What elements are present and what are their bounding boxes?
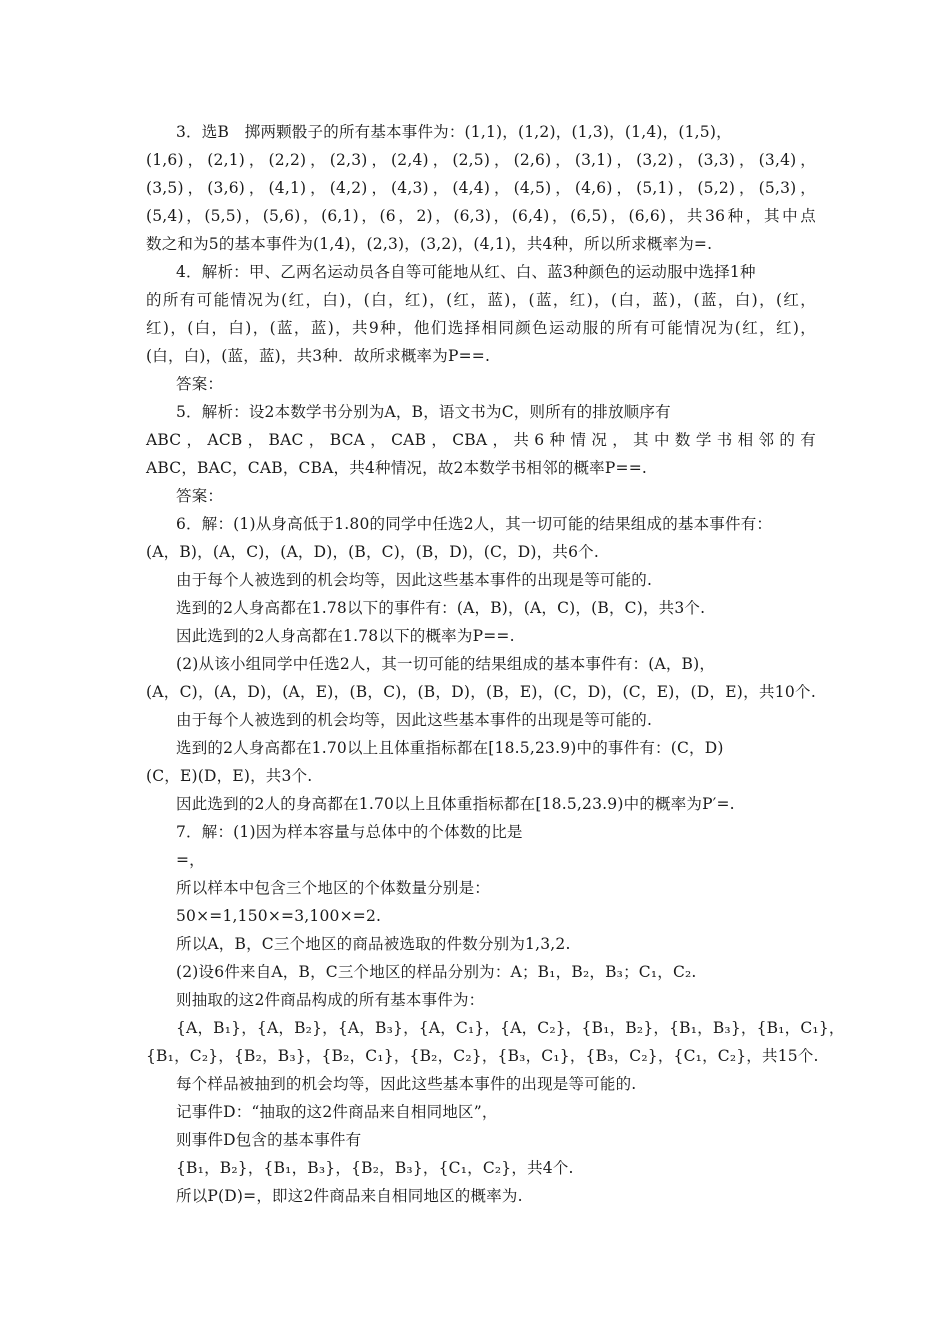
solution-7-line-9: {B₁，C₂}，{B₂，B₃}，{B₂，C₁}，{B₂，C₂}，{B₃，C₁}，{B₃，C₂}，{C₁，C₂}，共15个. [146,1047,819,1065]
solution-6-line-3: 由于每个人被选到的机会均等，因此这些基本事件的出现是等可能的. [176,571,653,589]
solution-6-line-10: (C，E)(D，E)，共3个. [146,767,313,785]
solution-6-line-6: (2)从该小组同学中任选2人，其一切可能的结果组成的基本事件有：(A，B)， [176,655,716,673]
solution-7-line-10: 每个样品被抽到的机会均等，因此这些基本事件的出现是等可能的. [176,1075,637,1093]
solution-7-line-14: 所以P(D)=，即这2件商品来自相同地区的概率为. [176,1187,523,1205]
solution-6-line-7: (A，C)，(A，D)，(A，E)，(B，C)，(B，D)，(B，E)，(C，D)，(C，E)，(D，E)，共10个. [146,683,816,701]
solution-4-line-4: (白，白)，(蓝，蓝)，共3种．故所求概率为P==. [146,347,491,365]
solution-6-line-5: 因此选到的2人身高都在1.78以下的概率为P==. [176,627,515,645]
solution-4-line-3: 红)，(白，白)，(蓝，蓝)，共9种，他们选择相同颜色运动服的所有可能情况为(红，红)， [146,319,816,337]
solution-5-answer: 答案： [176,487,224,505]
solution-3-line-3: (3,5)，(3,6)，(4,1)，(4,2)，(4,3)，(4,4)，(4,5)，(4,6)，(5,1)，(5,2)，(5,3)， [146,179,816,197]
solution-5-line-1: 5．解析：设2本数学书分别为A，B，语文书为C，则所有的排放顺序有 [176,403,671,421]
solution-5-line-3: ABC，BAC，CAB，CBA，共4种情况，故2本数学书相邻的概率P==. [146,459,648,477]
solution-6-line-4: 选到的2人身高都在1.78以下的事件有：(A，B)，(A，C)，(B，C)，共3个. [176,599,706,617]
solution-7-line-4: 50×=1,150×=3,100×=2. [176,907,382,925]
solution-4-line-1: 4．解析：甲、乙两名运动员各自等可能地从红、白、蓝3种颜色的运动服中选择1种 [176,263,756,281]
solution-3-line-2: (1,6)，(2,1)，(2,2)，(2,3)，(2,4)，(2,5)，(2,6)，(3,1)，(3,2)，(3,3)，(3,4)， [146,151,816,169]
solution-3-line-5: 数之和为5的基本事件为(1,4)，(2,3)，(3,2)，(4,1)，共4种，所以所求概率为=. [146,235,713,253]
solution-4-line-2: 的所有可能情况为(红，白)，(白，红)，(红，蓝)，(蓝，红)，(白，蓝)，(蓝，白)，(红， [146,291,816,309]
solution-7-line-3: 所以样本中包含三个地区的个体数量分别是： [176,879,491,897]
solution-5-line-2: ABC，ACB，BAC，BCA，CAB，CBA，共6种情况，其中数学书相邻的有 [146,431,816,449]
solution-7-line-11: 记事件D：“抽取的这2件商品来自相同地区”， [176,1103,498,1121]
solution-6-line-9: 选到的2人身高都在1.70以上且体重指标都在[18.5,23.9)中的事件有：(C，D) [176,739,724,757]
solution-7-line-13: {B₁，B₂}，{B₁，B₃}，{B₂，B₃}，{C₁，C₂}，共4个. [176,1159,574,1177]
solution-7-line-2: =， [176,851,205,869]
solution-6-line-2: (A，B)，(A，C)，(A，D)，(B，C)，(B，D)，(C，D)，共6个. [146,543,599,561]
solution-7-line-5: 所以A，B，C三个地区的商品被选取的件数分别为1,3,2. [176,935,571,953]
solution-3-line-1: 3．选B 掷两颗骰子的所有基本事件为：(1,1)，(1,2)，(1,3)，(1,4)，(1,5)， [176,123,732,141]
solution-7-line-6: (2)设6件来自A，B，C三个地区的样品分别为：A；B₁，B₂，B₃；C₁，C₂. [176,963,697,981]
solution-6-line-1: 6．解：(1)从身高低于1.80的同学中任选2人，其一切可能的结果组成的基本事件有： [176,515,773,533]
solution-7-line-7: 则抽取的这2件商品构成的所有基本事件为： [176,991,485,1009]
solution-4-answer: 答案： [176,375,224,393]
solution-7-line-8: {A，B₁}，{A，B₂}，{A，B₃}，{A，C₁}，{A，C₂}，{B₁，B₂}，{B₁，B₃}，{B₁，C₁}， [176,1019,845,1037]
solution-6-line-11: 因此选到的2人的身高都在1.70以上且体重指标都在[18.5,23.9)中的概率为P′=. [176,795,735,813]
solution-3-line-4: (5,4)，(5,5)，(5,6)，(6,1)，(6，2)，(6,3)，(6,4)，(6,5)，(6,6)，共36种，其中点 [146,207,816,225]
solution-6-line-8: 由于每个人被选到的机会均等，因此这些基本事件的出现是等可能的. [176,711,653,729]
solution-7-line-1: 7．解：(1)因为样本容量与总体中的个体数的比是 [176,823,523,841]
solution-7-line-12: 则事件D包含的基本事件有 [176,1131,362,1149]
